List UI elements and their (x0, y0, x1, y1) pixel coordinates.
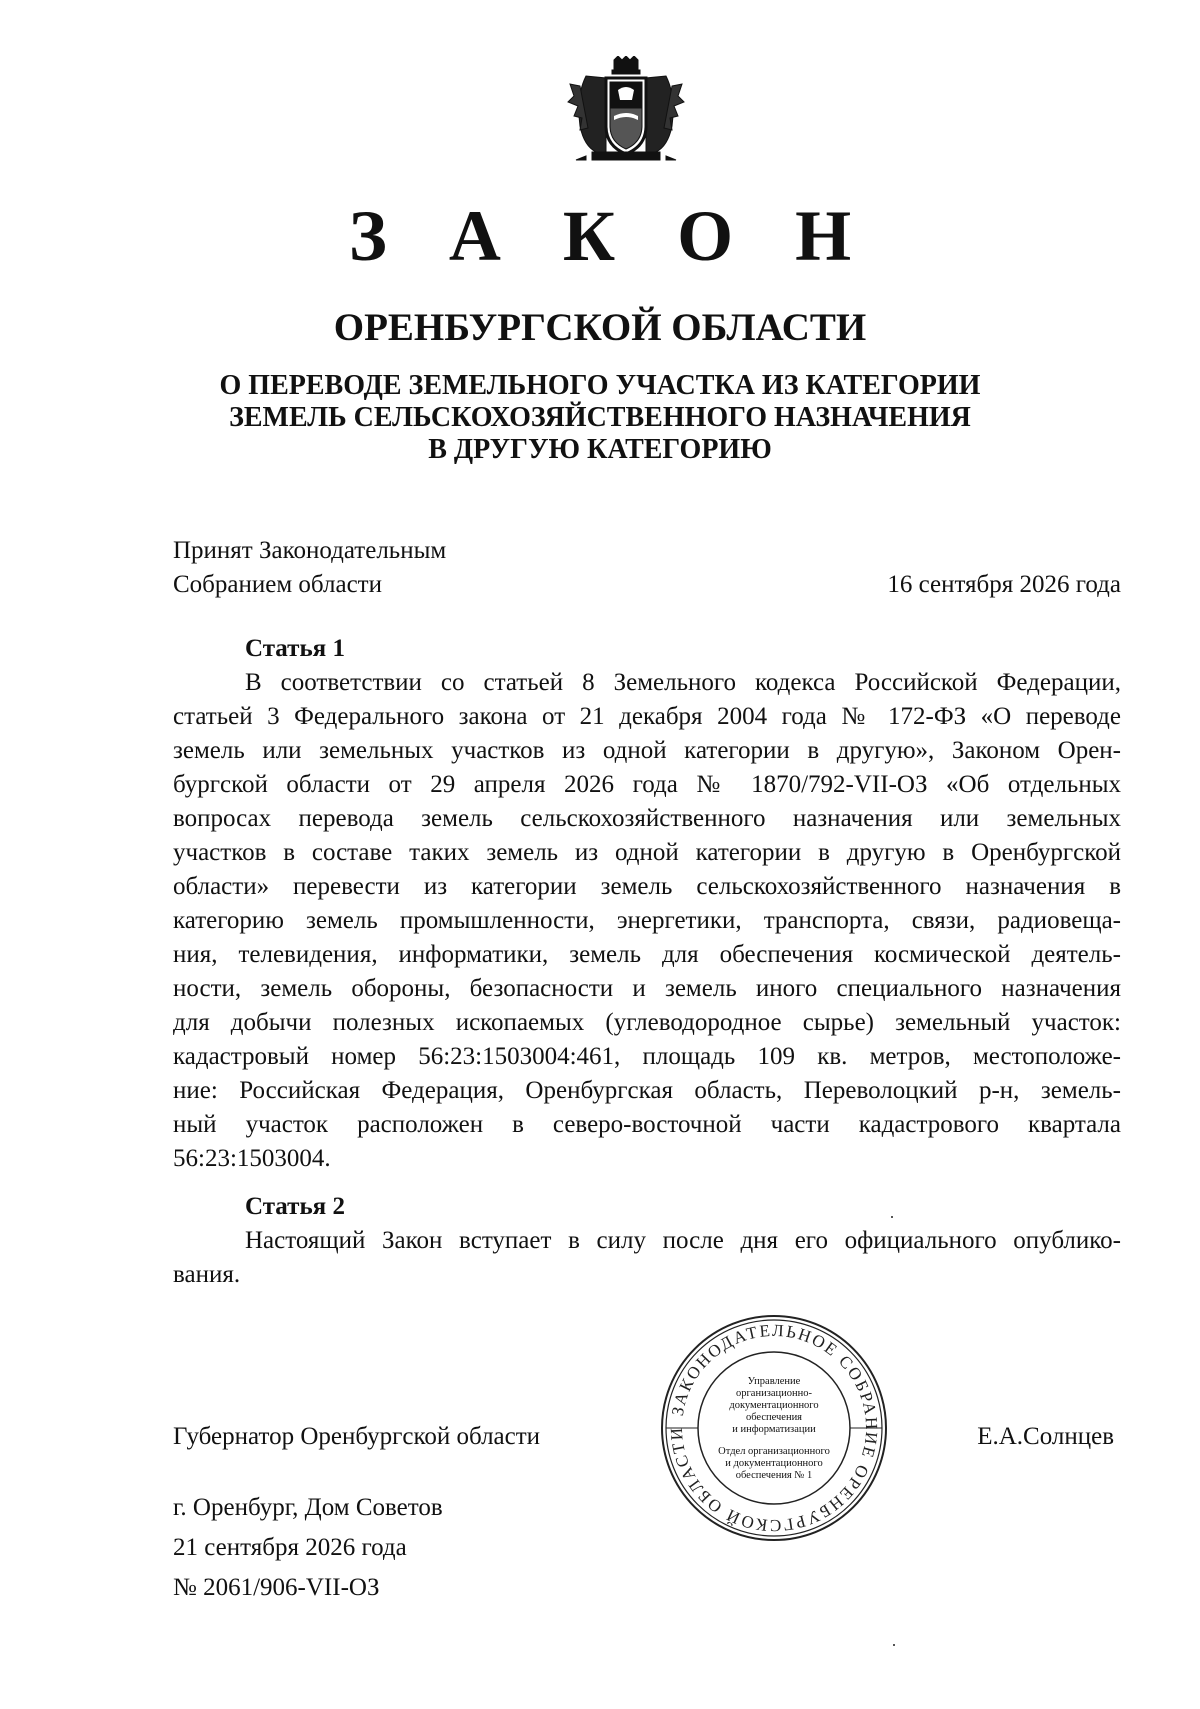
article-line: ный участок расположен в северо-восточной части кадастрового квартала (173, 1111, 1121, 1138)
article-line: В соответствии со статьей 8 Земельного кодекса Российской Федерации, (245, 669, 1121, 696)
article-line: участков в составе таких земель из одной категории в другую в Оренбургской (173, 839, 1121, 866)
article-line: кадастровый номер 56:23:1503004:461, площадь 109 кв. метров, местоположе- (173, 1043, 1121, 1070)
law-number: № 2061/906-VII-ОЗ (173, 1574, 380, 1601)
subject-line: ЗЕМЕЛЬ СЕЛЬСКОХОЗЯЙСТВЕННОГО НАЗНАЧЕНИЯ (229, 402, 971, 433)
article-line: 56:23:1503004. (173, 1145, 331, 1172)
article-line: ния, телевидения, информатики, земель для обеспечения космической деятель- (173, 941, 1121, 968)
article-1-body (173, 666, 1121, 1176)
article-line: бургской области от 29 апреля 2026 года № 1870/792-VII-ОЗ «Об отдельных (173, 771, 1121, 798)
adoption-line: Собранием области (173, 571, 382, 598)
article-line: вопросах перевода земель сельскохозяйственного назначения или земельных (173, 805, 1121, 832)
article-line: Настоящий Закон вступает в силу после дня его официального опублико- (245, 1227, 1121, 1254)
document-subject (0, 370, 1200, 466)
signing-details (173, 1488, 443, 1608)
signing-place: г. Оренбург, Дом Советов (173, 1494, 443, 1521)
stamp-line: обеспечения (745, 1412, 803, 1423)
subject-line: В ДРУГУЮ КАТЕГОРИЮ (428, 434, 772, 465)
stamp-ring-text: ЗАКОНОДАТЕЛЬНОЕ СОБРАНИЕ ОРЕНБУРГСКОЙ ОБЛАСТИ (666, 1320, 882, 1536)
stamp-line: Управление (747, 1376, 801, 1387)
article-line: категорию земель промышленности, энергетики, транспорта, связи, радиовеща- (173, 907, 1121, 934)
article-line: ние: Российская Федерация, Оренбургская область, Переволоцкий р-н, земель- (173, 1077, 1121, 1104)
document-region: ОРЕНБУРГСКОЙ ОБЛАСТИ (333, 306, 867, 349)
article-1-title: Статья 1 (245, 635, 345, 662)
signatory-position: Губернатор Оренбургской области (173, 1423, 541, 1450)
adoption-line: Принят Законодательным (173, 537, 447, 564)
adoption-statement (173, 534, 446, 602)
signing-date: 21 сентября 2026 года (173, 1534, 407, 1561)
coat-of-arms-emblem (566, 56, 686, 162)
official-stamp (658, 1312, 890, 1544)
article-line: для добычи полезных ископаемых (углеводородное сырье) земельный участок: (173, 1009, 1121, 1036)
signatory-name: Е.А.Солнцев (977, 1423, 1114, 1450)
article-line: земель или земельных участков из одной категории в другую», Законом Орен- (173, 737, 1121, 764)
stamp-line: и информатизации (732, 1424, 816, 1435)
article-line: вания. (173, 1261, 241, 1288)
stamp-line: обеспечения № 1 (735, 1470, 813, 1481)
scan-speck (893, 1644, 895, 1646)
document-title: З А К О Н (348, 196, 874, 276)
stamp-line: Отдел организационного (718, 1446, 830, 1457)
stamp-line: и документационного (725, 1458, 823, 1469)
adoption-date: 16 сентября 2026 года (887, 571, 1121, 598)
stamp-line: организационно- (736, 1388, 812, 1399)
article-2-body (173, 1224, 1121, 1292)
article-line: области» перевести из категории земель сельскохозяйственного назначения в (173, 873, 1121, 900)
scan-speck (891, 1216, 893, 1218)
article-line: статьей 3 Федерального закона от 21 декабря 2004 года № 172-ФЗ «О переводе (173, 703, 1121, 730)
article-2-title: Статья 2 (245, 1193, 345, 1220)
stamp-inner-text (704, 1358, 844, 1498)
subject-line: О ПЕРЕВОДЕ ЗЕМЕЛЬНОГО УЧАСТКА ИЗ КАТЕГОРИИ (219, 370, 981, 401)
stamp-line: документационного (729, 1400, 819, 1411)
article-line: ности, земель обороны, безопасности и земель иного специального назначения (173, 975, 1121, 1002)
